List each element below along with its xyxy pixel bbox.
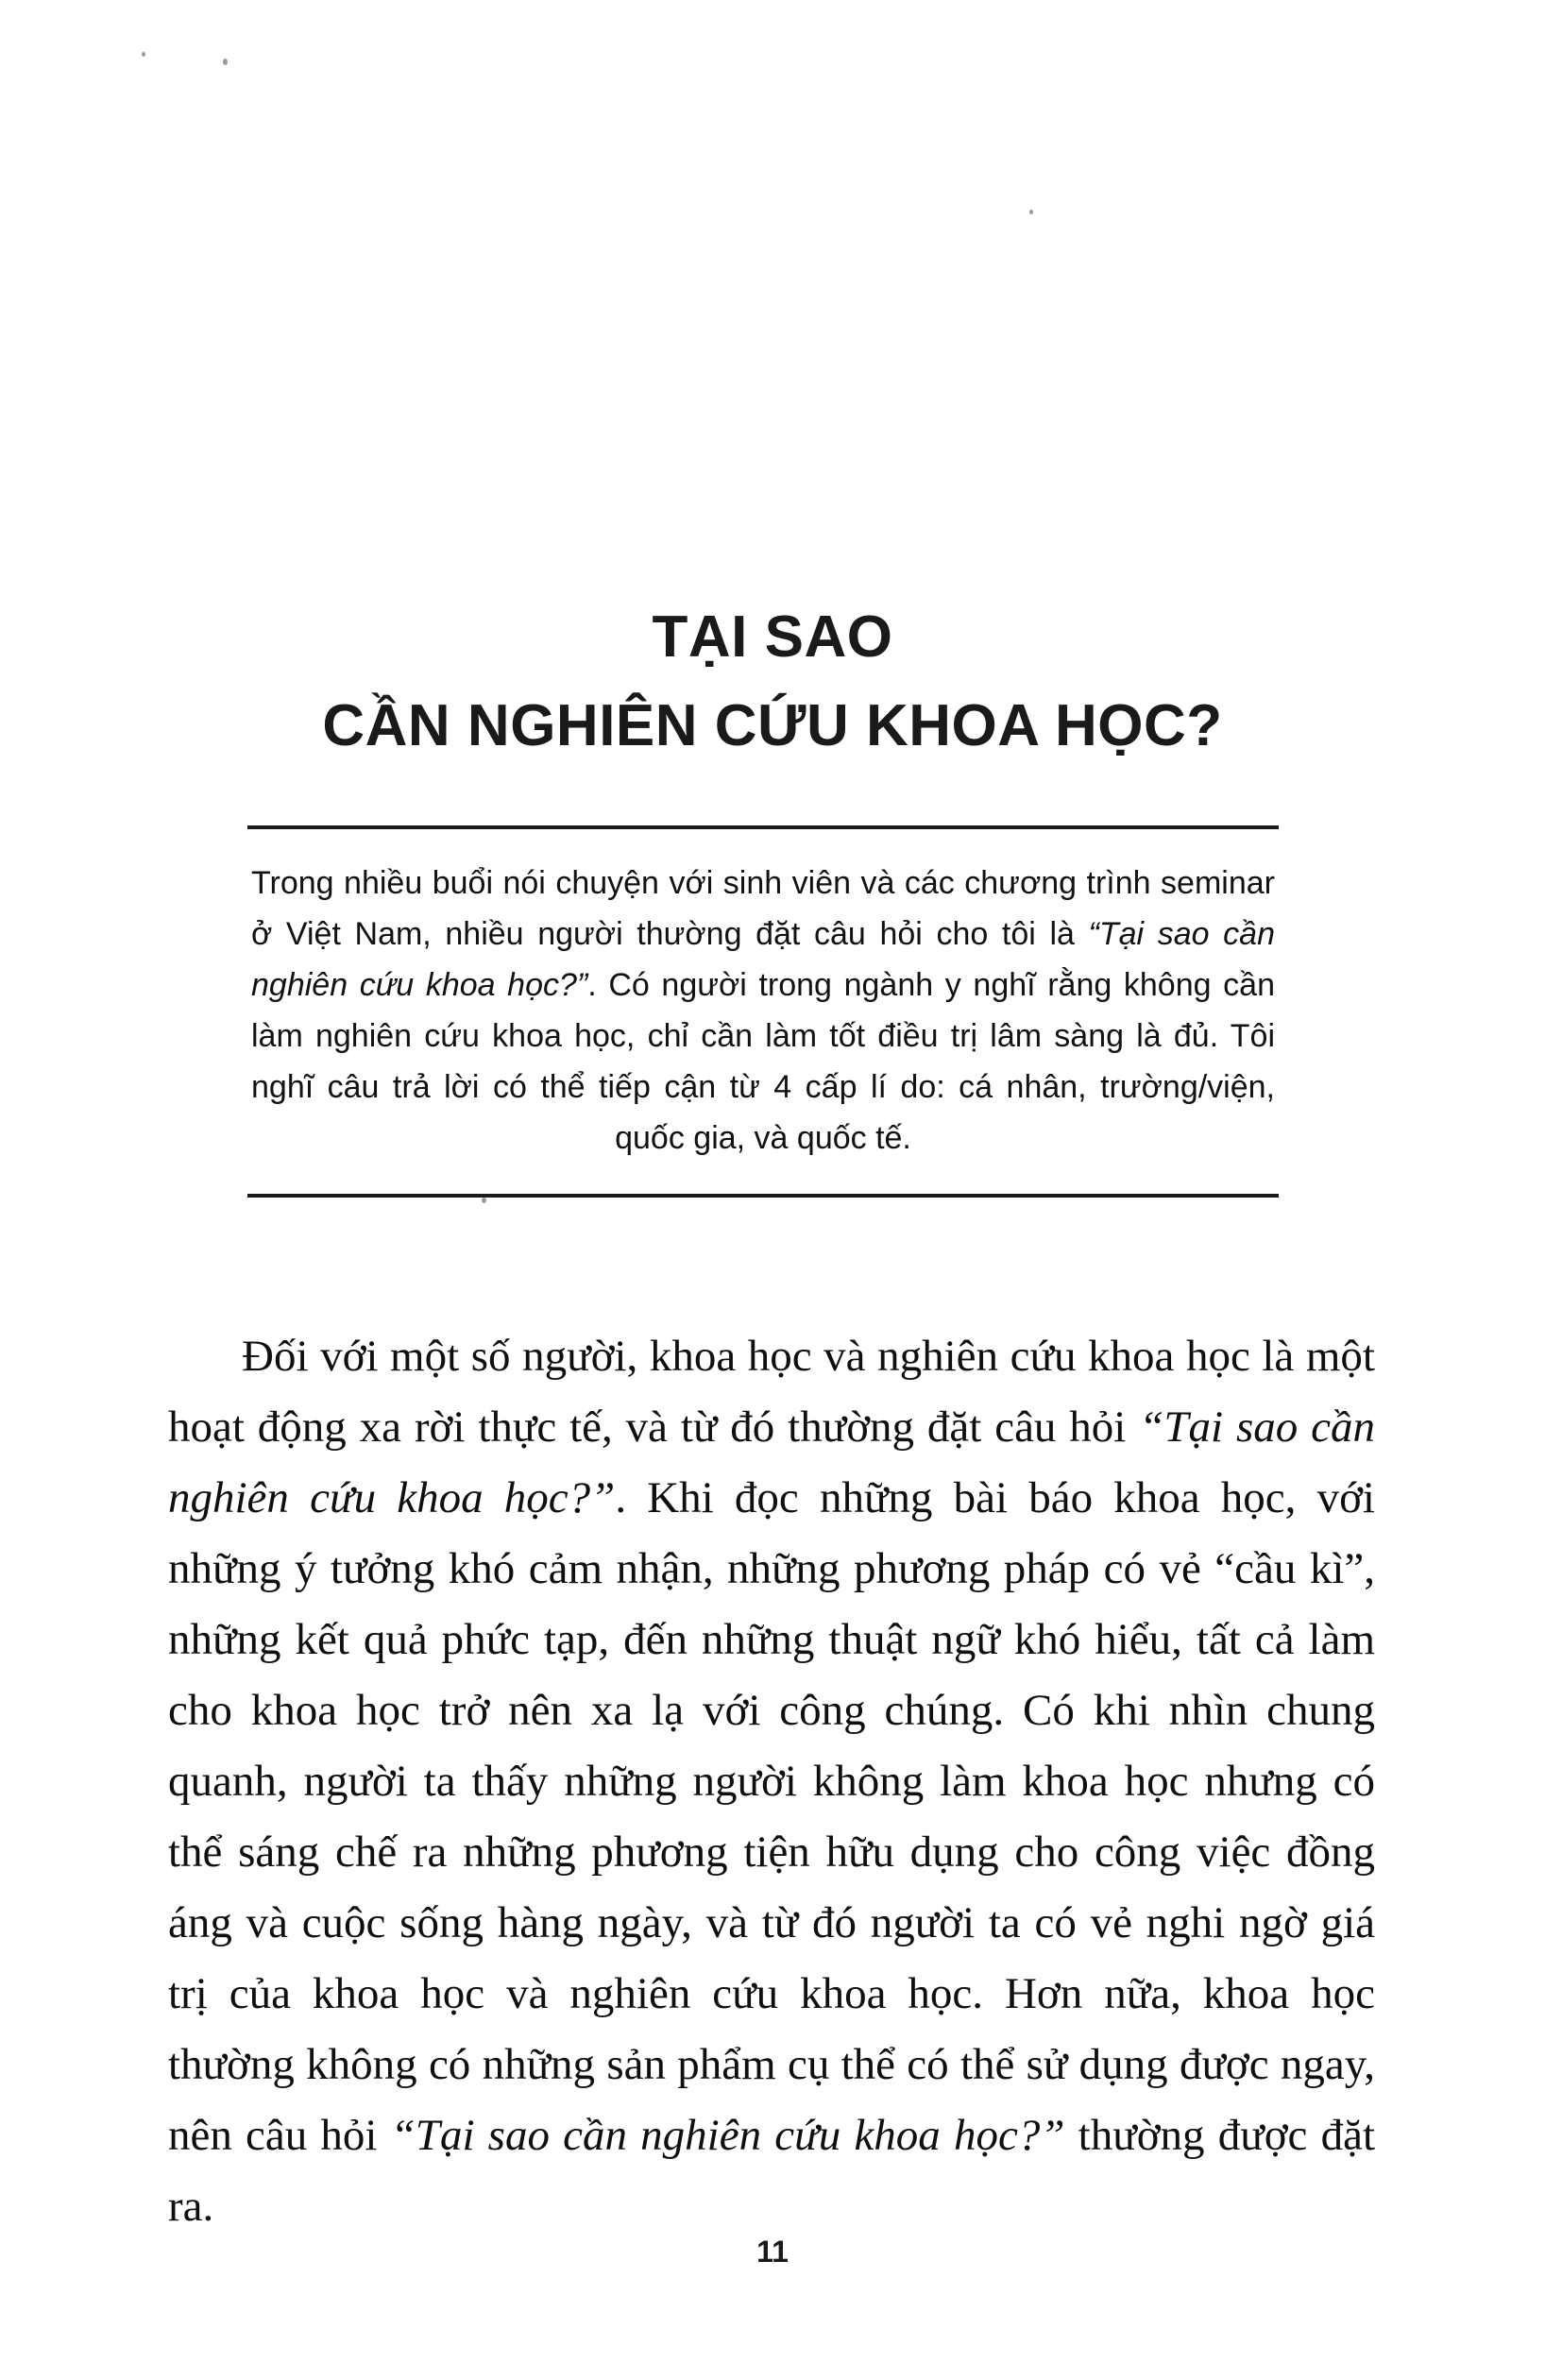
body-paragraph bbox=[168, 1321, 1375, 2242]
intro-paragraph bbox=[251, 858, 1275, 1164]
chapter-title-line-2: CẦN NGHIÊN CỨU KHOA HỌC? bbox=[322, 693, 1223, 758]
chapter-title-line-1: TẠI SAO bbox=[652, 604, 893, 670]
text-segment: . Có người trong ngành y nghĩ rằng không cần làm nghiên cứu khoa học, chỉ cần làm tốt điều trị lâm sàng là đủ. Tôi nghĩ câu trả lời có thể tiếp cận từ 4 cấp lí do: cá nhân, trường/viện, quốc gia, và quốc tế. bbox=[251, 967, 1275, 1156]
intro-rule-bottom bbox=[247, 1194, 1279, 1198]
text-segment: “Tại sao cần nghiên cứu khoa học?” bbox=[390, 2111, 1065, 2160]
scan-speck bbox=[142, 52, 145, 57]
text-segment: Đối với một số người, khoa học và nghiên cứu khoa học là một hoạt động xa rời thực tế, và từ đó thường đặt câu hỏi bbox=[168, 1332, 1375, 1452]
scan-speck bbox=[1029, 210, 1033, 214]
scan-speck bbox=[482, 1198, 486, 1203]
intro-rule-top bbox=[247, 825, 1279, 829]
intro-block bbox=[247, 825, 1279, 1198]
text-segment: Trong nhiều buổi nói chuyện với sinh viên và các chương trình seminar ở Việt Nam, nhiều người thường đặt câu hỏi cho tôi là bbox=[251, 865, 1275, 952]
text-segment: thường được đặt ra. bbox=[168, 2111, 1376, 2231]
text-segment: “Tại sao cần nghiên cứu khoa học?” bbox=[251, 916, 1275, 1003]
scan-speck bbox=[223, 59, 228, 65]
text-segment: “Tại sao cần nghiên cứu khoa học?” bbox=[168, 1402, 1375, 1522]
page-number: 11 bbox=[756, 2235, 789, 2269]
text-segment: . Khi đọc những bài báo khoa học, với những ý tưởng khó cảm nhận, những phương pháp có vẻ “cầu kì”, những kết quả phức tạp, đến những thuật ngữ khó hiểu, tất cả làm cho khoa học trở nên xa lạ với công chúng. Có khi nhìn chung quanh, người ta thấy những người không làm khoa học nhưng có thể sáng chế ra những phương tiện hữu dụng cho công việc đồng áng và cuộc sống hàng ngày, và từ đó người ta có vẻ nghi ngờ giá trị của khoa học và nghiên cứu khoa học. Hơn nữa, khoa học thường không có những sản phẩm cụ thể có thể sử dụng được ngay, nên câu hỏi bbox=[168, 1473, 1375, 2160]
chapter-title bbox=[0, 593, 1545, 771]
